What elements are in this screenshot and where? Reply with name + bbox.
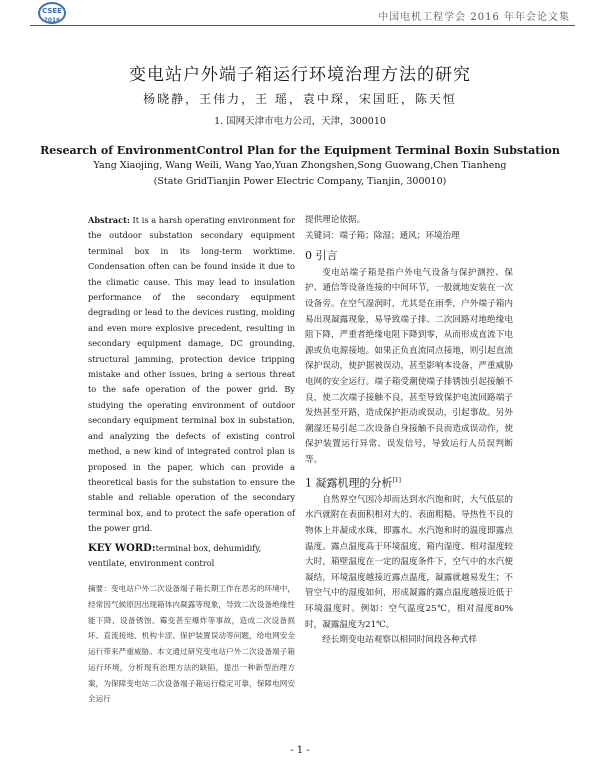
keywords-cn: 关键词：端子箱；除湿；通风；环境治理 xyxy=(305,230,460,241)
intro-paragraph: 变电站端子箱是指户外电气设备与保护测控、保护、通信等设备连接的中间环节，一般就地安装在一次设备旁。在空气湿润时，尤其是在雨季，户外端子箱内易出现凝露现象，易导致端子排、二次回路对地绝缘电阻下降，严重者绝缘电阻下降到零，从而形成直流下电源或负电源接地。如果正负直流同点接地，则引起直流保护误动，使护据被误动，甚至影响本设备，严重威胁电网的安全运行。端子箱受潮使端子排锈蚀引起接触不良，使二次端子接触不良，甚至导致保护电流回路端子发热甚至开路，造成保护拒动或误动，引起事故。另外潮湿还易引起二次设备自身接触不良而造成误动作，使保护装置运行异常、误发信号，导致运行人员误判断等。 xyxy=(305,267,513,465)
authors-en: Yang Xiaojing, Wang Weili, Wang Yao,Yuan Zhongshen,Song Guowang,Chen Tianheng xyxy=(93,160,507,171)
paper-title-cn: 变电站户外端子箱运行环境治理方法的研究 xyxy=(129,65,471,85)
right-column xyxy=(305,213,513,649)
abstract-label: Abstract: xyxy=(88,215,130,225)
abstract-en xyxy=(88,213,295,537)
proceedings-title: 中国电机工程学会 2016 年年会论文集 xyxy=(378,12,570,23)
abstract-en-text: It is a harsh operating environment for the outdoor substation secondary equipment terminal box in its long-term worktime. Condensation often can be found inside it due to the climatic cause. This may lead to insulation performance of the secondary equipment degrading or lead to the devices rusting, molding and even more explosive precedent, resulting in secondary equipment damage, DC grounding, structural jamming, protection device tripping mistake and other issues, bring a serious threat to the safe operation of the power grid. By studying the operating environment of outdoor secondary equipment terminal box in substation, and analyzing the defects of existing control method, a new kind of integrated control plan is proposed in the paper, which can provide a theoretical basis for the substation to ensure the stable and reliable operation of the secondary terminal box, and to protect the safe operation of the power grid. xyxy=(88,215,295,534)
keywords-en-label: KEY WORD: xyxy=(88,542,156,554)
keywords-en-text: terminal box, dehumidify, ventilate, environment control xyxy=(88,542,262,568)
paper-title-en: Research of EnvironmentControl Plan for the Equipment Terminal Boxin Substation xyxy=(40,144,560,157)
abstract-cn-continuation: 提供理论依据。 xyxy=(305,215,366,225)
abstract-cn: 摘要：变电站户外二次设备端子箱长期工作在恶劣的环境中，经常因气候原因出现箱体内凝露等现象，导致二次设备绝缘性能下降、设备锈蚀、霉变甚至爆炸等事故，造成二次设备损坏、直流接地、机构卡涩、保护装置误动等问题，给电网安全运行带来严重威胁。本文通过研究变电站户外二次设备端子箱运行环境，分析现有治理方法的缺陷，提出一种新型治理方案，为保障变电站二次设备端子箱运行稳定可靠，保障电网安全运行 xyxy=(88,584,295,704)
logo-text: CSEE xyxy=(42,7,62,15)
affiliation-cn: 1. 国网天津市电力公司，天津，300010 xyxy=(214,116,386,127)
section-1-paragraph: 自然界空气因冷却而达到水汽饱和时，大气低层的水汽就附在表面积相对大的、表面粗糙、导热性不良的物体上并凝成水珠，即露水。水汽饱和时的温度即露点温度。露点温度高于环境温度，箱内湿度、相对湿度较大时，箱壁温度在一定的温度条件下，空气中的水汽便凝结，环境温度越接近露点温度，凝露就越易发生；不管空气中的湿度如何，形成凝露的露点温度越接近低于环境温度时。例如：空气温度25℃，相对湿度80%时，凝露温度为21℃。 xyxy=(305,494,513,630)
authors-cn: 杨晓静，王伟力，王 瑶，袁中琛，宋国旺，陈天恒 xyxy=(143,92,457,106)
section-1-ref: [1] xyxy=(392,476,401,484)
logo-year: 2016 xyxy=(43,17,61,24)
page-number: - 1 - xyxy=(290,745,310,756)
csee-logo xyxy=(38,2,66,24)
affiliation-en: (State GridTianjin Power Electric Company, Tianjin, 300010) xyxy=(153,176,447,187)
section-0-title: 0 引言 xyxy=(305,249,338,263)
section-1-paragraph-2: 经长期变电站观察以相同时间段各种式样 xyxy=(322,635,477,646)
keywords-en xyxy=(88,541,295,572)
page-header xyxy=(0,0,600,30)
section-1-heading xyxy=(305,473,513,491)
section-1-title: 1 凝露机理的分析 xyxy=(305,476,393,490)
left-column xyxy=(88,213,295,707)
header-rule xyxy=(30,25,575,26)
